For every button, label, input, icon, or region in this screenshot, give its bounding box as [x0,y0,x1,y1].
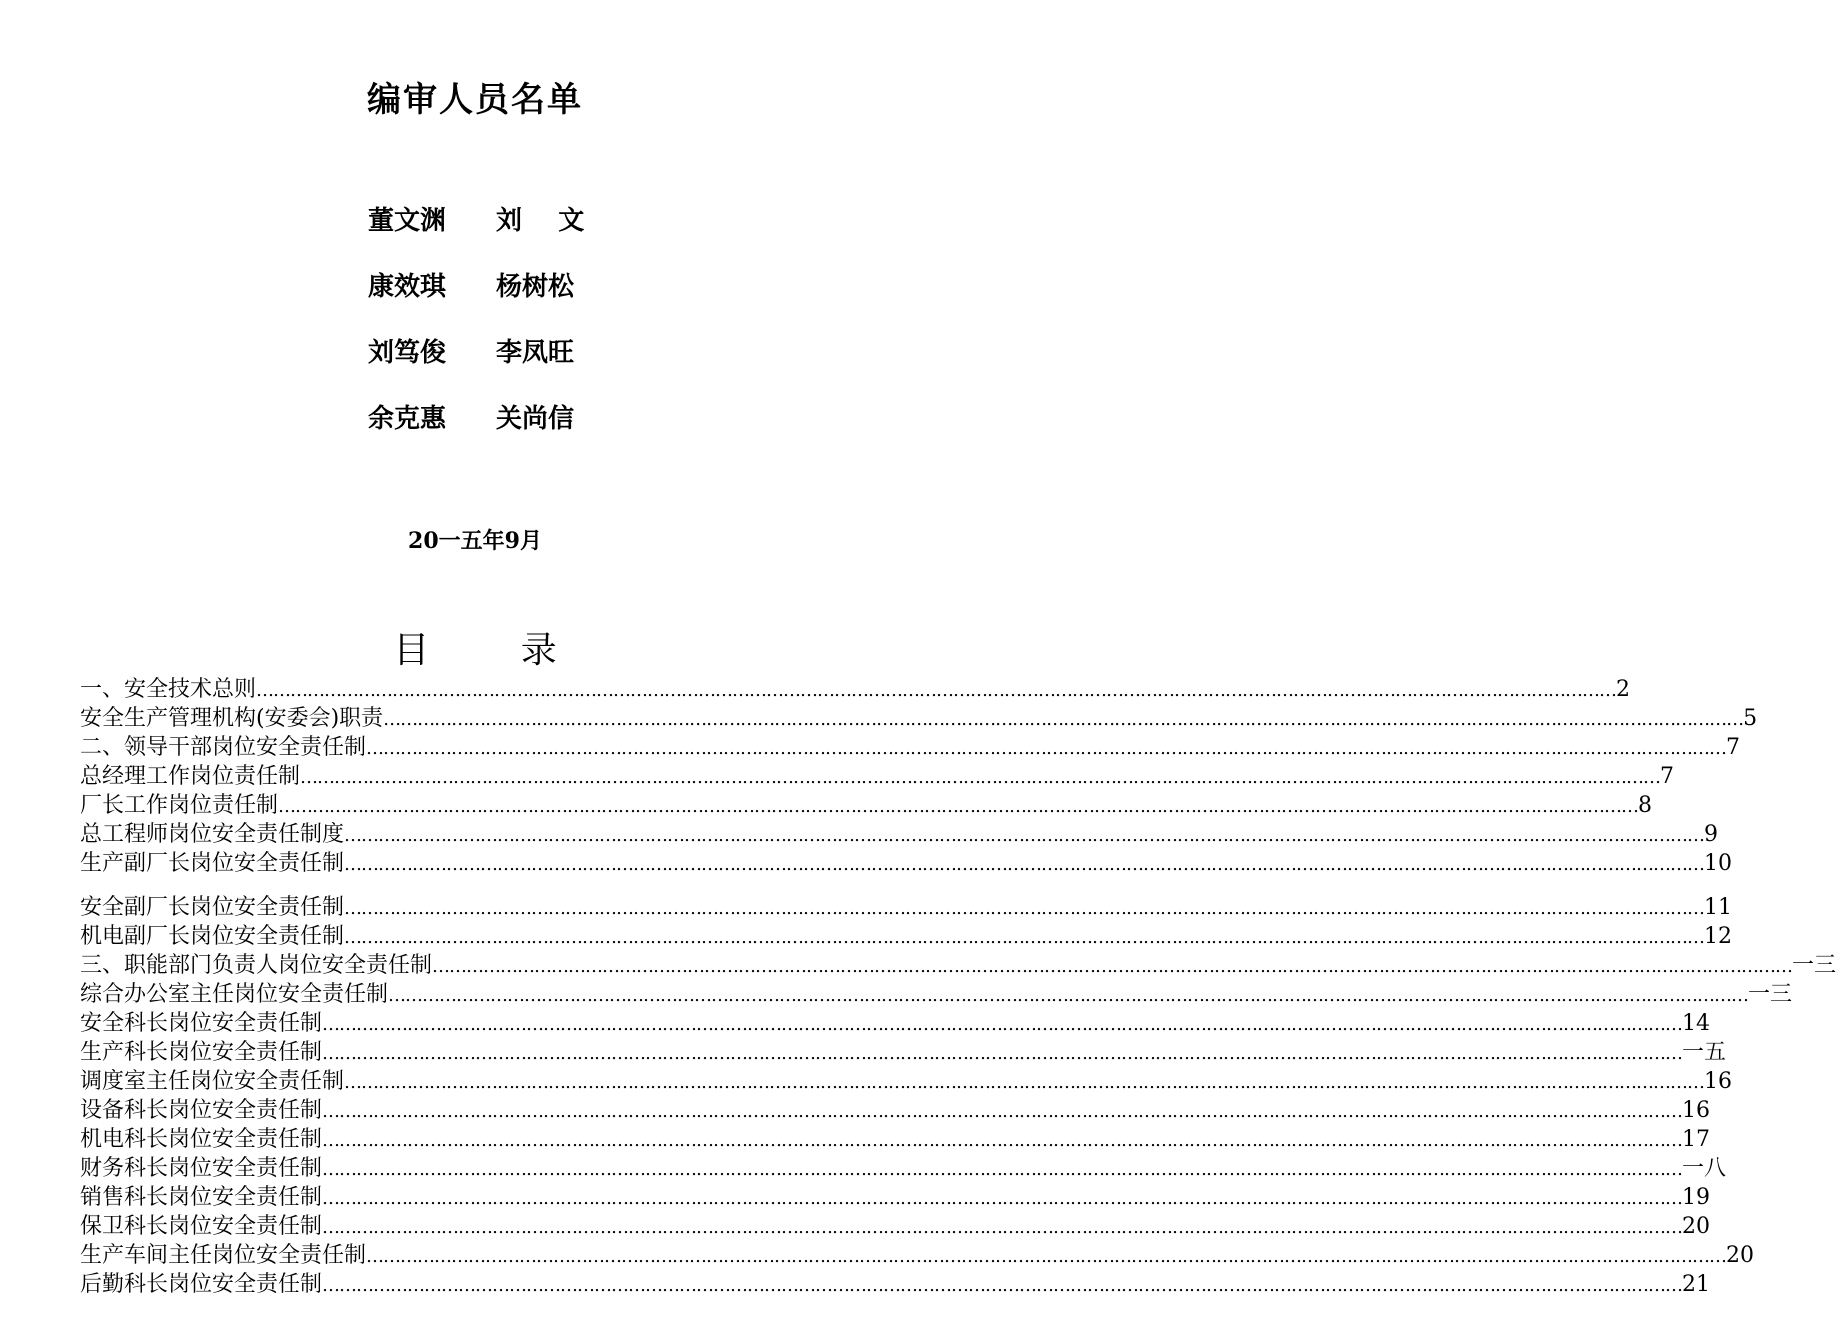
toc-entry-title: 机电副厂长岗位安全责任制 [80,924,345,949]
toc-page-number: 16 [1704,1069,1733,1094]
toc-dot-leader: …………………………………………………………………………………………………………………………………………………………………………………………………………………… [278,796,1639,817]
toc-page-number: 一三 [1792,953,1837,978]
toc-entry-title: 安全副厂长岗位安全责任制 [80,895,345,920]
toc-dot-leader: …………………………………………………………………………………………………………………………………………………………………………………………………………………… [344,825,1705,846]
reviewer-row [368,332,628,398]
toc-page-number: 7 [1660,764,1675,789]
toc-dot-leader: …………………………………………………………………………………………………………………………………………………………………………………………………………………… [366,1246,1727,1267]
toc-entry[interactable] [80,1067,1733,1096]
toc-page-number: 一三 [1748,982,1793,1007]
toc-dot-leader: …………………………………………………………………………………………………………………………………………………………………………………………………………………… [256,680,1617,701]
toc-dot-leader: …………………………………………………………………………………………………………………………………………………………………………………………………………………… [322,1043,1683,1064]
toc-entry[interactable] [80,1038,1727,1067]
table-of-contents [80,675,1837,1299]
toc-page-number: 10 [1704,851,1733,876]
toc-entry[interactable] [80,733,1741,762]
toc-entry[interactable] [80,922,1733,951]
reviewer-name: 余克惠 [368,404,447,434]
toc-entry-title: 生产科长岗位安全责任制 [80,1040,323,1065]
toc-page-number: 11 [1704,895,1733,920]
toc-dot-leader: …………………………………………………………………………………………………………………………………………………………………………………………………………………… [344,898,1705,919]
reviewer-name: 刘 文 [496,206,585,236]
toc-page-number: 20 [1682,1214,1711,1239]
toc-dot-leader: …………………………………………………………………………………………………………………………………………………………………………………………………………………… [322,1130,1683,1151]
toc-dot-leader: …………………………………………………………………………………………………………………………………………………………………………………………………………………… [344,1072,1705,1093]
toc-entry[interactable] [80,1212,1711,1241]
reviewer-name: 董文渊 [368,206,447,236]
reviewer-row [368,266,628,332]
toc-entry-title: 安全生产管理机构(安委会)职责 [80,706,384,731]
toc-entry-title: 厂长工作岗位责任制 [80,793,279,818]
toc-entry-title: 综合办公室主任岗位安全责任制 [80,982,389,1007]
toc-dot-leader: …………………………………………………………………………………………………………………………………………………………………………………………………………………… [344,854,1705,875]
toc-entry-title: 调度室主任岗位安全责任制 [80,1069,345,1094]
page-title: 编审人员名单 [367,80,583,120]
reviewer-row [368,200,628,266]
toc-entry-title: 生产副厂长岗位安全责任制 [80,851,345,876]
toc-entry-title: 总工程师岗位安全责任制度 [80,822,345,847]
reviewer-row [368,398,628,464]
toc-entry[interactable] [80,1125,1711,1154]
toc-entry-title: 设备科长岗位安全责任制 [80,1098,323,1123]
toc-page-number: 12 [1704,924,1733,949]
toc-entry[interactable] [80,893,1733,922]
toc-dot-leader: …………………………………………………………………………………………………………………………………………………………………………………………………………………… [388,985,1749,1006]
reviewer-name: 康效琪 [368,272,447,302]
toc-page-number: 17 [1682,1127,1711,1152]
toc-entry-title: 一、安全技术总则 [80,677,257,702]
toc-page-number: 16 [1682,1098,1711,1123]
toc-dot-leader: …………………………………………………………………………………………………………………………………………………………………………………………………………………… [322,1101,1683,1122]
toc-entry-title: 机电科长岗位安全责任制 [80,1127,323,1152]
toc-entry[interactable] [80,762,1675,791]
toc-page-number: 5 [1743,706,1758,731]
toc-page-number: 一五 [1682,1040,1727,1065]
toc-entry-title: 二、领导干部岗位安全责任制 [80,735,367,760]
toc-entry[interactable] [80,1270,1711,1299]
toc-page-number: 20 [1726,1243,1755,1268]
toc-dot-leader: …………………………………………………………………………………………………………………………………………………………………………………………………………………… [383,709,1744,730]
toc-entry-title: 财务科长岗位安全责任制 [80,1156,323,1181]
toc-entry-title: 三、职能部门负责人岗位安全责任制 [80,953,433,978]
toc-dot-leader: …………………………………………………………………………………………………………………………………………………………………………………………………………………… [322,1188,1683,1209]
toc-dot-leader: …………………………………………………………………………………………………………………………………………………………………………………………………………………… [322,1014,1683,1035]
reviewer-list [368,200,628,464]
toc-dot-leader: …………………………………………………………………………………………………………………………………………………………………………………………………………………… [300,767,1661,788]
toc-dot-leader: …………………………………………………………………………………………………………………………………………………………………………………………………………………… [432,956,1793,977]
toc-entry[interactable] [80,951,1837,980]
reviewer-name: 关尚信 [496,404,575,434]
toc-page-number: 14 [1682,1011,1711,1036]
toc-entry[interactable] [80,820,1719,849]
reviewer-name: 刘笃俊 [368,338,447,368]
toc-dot-leader: …………………………………………………………………………………………………………………………………………………………………………………………………………………… [366,738,1727,759]
toc-entry-title: 保卫科长岗位安全责任制 [80,1214,323,1239]
toc-entry[interactable] [80,704,1758,733]
toc-entry-title: 总经理工作岗位责任制 [80,764,301,789]
toc-page-number: 一八 [1682,1156,1727,1181]
toc-page-number: 2 [1616,677,1631,702]
toc-entry[interactable] [80,1009,1711,1038]
toc-entry[interactable] [80,791,1653,820]
toc-dot-leader: …………………………………………………………………………………………………………………………………………………………………………………………………………………… [322,1275,1683,1296]
toc-entry[interactable] [80,675,1631,704]
reviewer-name: 李凤旺 [496,338,575,368]
toc-entry[interactable] [80,1154,1727,1183]
toc-entry[interactable] [80,849,1733,893]
publish-date: 20一五年9月 [408,528,542,554]
toc-page-number: 19 [1682,1185,1711,1210]
toc-dot-leader: …………………………………………………………………………………………………………………………………………………………………………………………………………………… [322,1217,1683,1238]
reviewer-name: 杨树松 [496,272,575,302]
toc-page-number: 7 [1726,735,1741,760]
toc-page-number: 8 [1638,793,1653,818]
toc-title: 目 录 [393,630,557,671]
toc-dot-leader: …………………………………………………………………………………………………………………………………………………………………………………………………………………… [322,1159,1683,1180]
toc-entry[interactable] [80,980,1793,1009]
toc-page-number: 21 [1682,1272,1711,1297]
toc-entry-title: 后勤科长岗位安全责任制 [80,1272,323,1297]
toc-entry[interactable] [80,1183,1711,1212]
toc-entry[interactable] [80,1241,1755,1270]
toc-page-number: 9 [1704,822,1719,847]
toc-entry-title: 生产车间主任岗位安全责任制 [80,1243,367,1268]
toc-dot-leader: …………………………………………………………………………………………………………………………………………………………………………………………………………………… [344,927,1705,948]
toc-entry[interactable] [80,1096,1711,1125]
toc-entry-title: 安全科长岗位安全责任制 [80,1011,323,1036]
toc-entry-title: 销售科长岗位安全责任制 [80,1185,323,1210]
